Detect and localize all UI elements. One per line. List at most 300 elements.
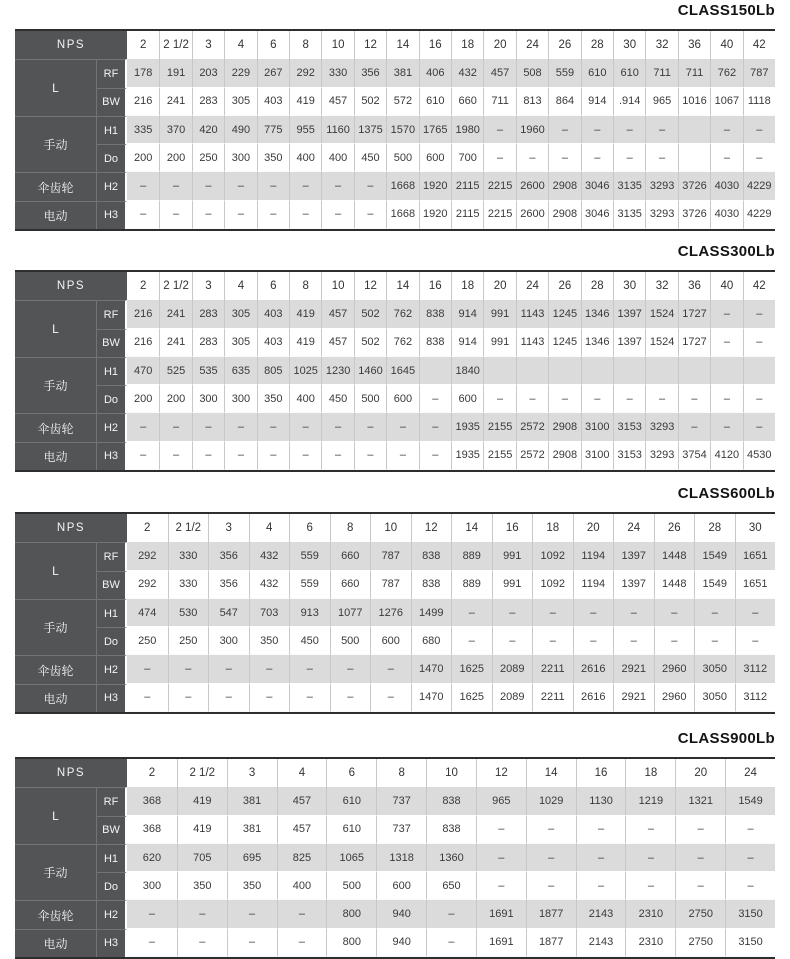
table-cell: 1549 <box>694 571 735 599</box>
table-cell: 457 <box>321 329 353 357</box>
table-cell: 711 <box>483 88 515 116</box>
table-cell: 216 <box>127 329 159 357</box>
table-cell: 470 <box>127 357 159 385</box>
table-cell: – <box>675 816 725 844</box>
table-cell: 711 <box>645 59 677 87</box>
table-cell: – <box>725 872 775 900</box>
table-cell: – <box>208 684 249 712</box>
table-cell: – <box>451 627 492 655</box>
table-cell: 400 <box>289 144 321 172</box>
table-cell: – <box>289 172 321 200</box>
table-cell: 4030 <box>710 201 742 229</box>
nps-corner-label: NPS <box>15 759 127 787</box>
nps-column-header: 2 1/2 <box>159 272 191 300</box>
table-cell: 283 <box>192 300 224 328</box>
table-cell: 241 <box>159 329 191 357</box>
table-cell: 283 <box>192 329 224 357</box>
class300lb-table <box>15 270 775 472</box>
table-cell: 535 <box>192 357 224 385</box>
table-cell: 2960 <box>654 655 695 683</box>
table-cell: 825 <box>277 844 327 872</box>
table-cell: – <box>354 413 386 441</box>
table-cell: 350 <box>249 627 290 655</box>
table-cell: – <box>654 627 695 655</box>
table-cell: – <box>625 844 675 872</box>
table-cell: – <box>159 442 191 470</box>
table-cell: 1499 <box>411 599 452 627</box>
row-sub-label: H3 <box>97 929 127 957</box>
class300lb-section <box>15 242 775 472</box>
class900lb-section <box>15 729 775 959</box>
table-cell: 965 <box>645 88 677 116</box>
table-cell: 787 <box>370 542 411 570</box>
row-sub-label: H2 <box>97 413 127 441</box>
table-cell: 200 <box>159 144 191 172</box>
table-cell: – <box>710 385 742 413</box>
table-cell: – <box>516 144 548 172</box>
row-group-label: 电动 <box>15 201 97 229</box>
table-title: CLASS150Lb <box>677 2 775 19</box>
row-group-label: 手动 <box>15 357 97 414</box>
table-cell: 283 <box>192 88 224 116</box>
nps-column-header: 18 <box>625 759 675 787</box>
table-cell: 432 <box>249 542 290 570</box>
table-cell: – <box>613 385 645 413</box>
table-cell: 889 <box>451 542 492 570</box>
nps-column-header: 16 <box>419 31 451 59</box>
table-cell: 1651 <box>735 542 776 570</box>
table-cell: – <box>289 442 321 470</box>
table-cell: 1448 <box>654 571 695 599</box>
table-cell: – <box>576 872 626 900</box>
table-cell: 381 <box>386 59 418 87</box>
table-cell: 2600 <box>516 201 548 229</box>
table-cell <box>645 357 677 385</box>
table-cell: – <box>289 413 321 441</box>
nps-column-header: 2 1/2 <box>177 759 227 787</box>
table-cell: 330 <box>321 59 353 87</box>
table-cell: 3100 <box>581 413 613 441</box>
table-cell: – <box>289 684 330 712</box>
table-cell: 300 <box>224 385 256 413</box>
table-cell: 419 <box>289 300 321 328</box>
table-cell: 419 <box>289 88 321 116</box>
table-cell: 419 <box>177 816 227 844</box>
nps-column-header: 20 <box>573 514 614 542</box>
table-cell: – <box>208 655 249 683</box>
table-cell: – <box>710 413 742 441</box>
table-cell: 500 <box>354 385 386 413</box>
table-cell: – <box>710 144 742 172</box>
table-cell: – <box>127 172 159 200</box>
table-cell: 1524 <box>645 329 677 357</box>
table-cell: 3150 <box>725 929 775 957</box>
nps-column-header: 8 <box>289 31 321 59</box>
table-cell: 406 <box>419 59 451 87</box>
table-cell: – <box>386 413 418 441</box>
table-cell: – <box>321 442 353 470</box>
table-cell: 3293 <box>645 172 677 200</box>
table-cell: 3112 <box>735 684 776 712</box>
nps-column-header: 42 <box>743 272 775 300</box>
table-cell: 1219 <box>625 787 675 815</box>
table-cell: 292 <box>289 59 321 87</box>
table-cell: 2115 <box>451 172 483 200</box>
nps-column-header: 8 <box>289 272 321 300</box>
table-cell: 2089 <box>492 684 533 712</box>
nps-column-header: 10 <box>321 272 353 300</box>
table-cell: 267 <box>257 59 289 87</box>
table-cell: – <box>725 844 775 872</box>
nps-column-header: 30 <box>613 31 645 59</box>
table-cell: 600 <box>419 144 451 172</box>
table-cell: 1025 <box>289 357 321 385</box>
table-cell: – <box>426 929 476 957</box>
table-cell: – <box>289 655 330 683</box>
nps-column-header: 24 <box>725 759 775 787</box>
nps-column-header: 2 <box>148 767 156 780</box>
table-cell: 1245 <box>548 300 580 328</box>
row-group-label: L <box>15 542 97 599</box>
table-cell: 300 <box>224 144 256 172</box>
table-cell: – <box>581 116 613 144</box>
nps-column-header: 14 <box>526 759 576 787</box>
table-cell: – <box>370 684 411 712</box>
nps-column-header: 3 <box>208 514 249 542</box>
table-cell: 1935 <box>451 413 483 441</box>
table-cell: 1077 <box>330 599 371 627</box>
nps-column-header: 12 <box>476 759 526 787</box>
row-sub-label: Do <box>97 627 127 655</box>
table-cell: 711 <box>678 59 710 87</box>
table-cell: 300 <box>208 627 249 655</box>
row-group-label: 手动 <box>15 599 97 656</box>
table-cell: – <box>678 413 710 441</box>
table-cell: 1397 <box>613 300 645 328</box>
table-cell: 457 <box>277 816 327 844</box>
table-cell: – <box>694 627 735 655</box>
nps-column-header: 6 <box>257 31 289 59</box>
table-cell: 1029 <box>526 787 576 815</box>
row-sub-label: BW <box>97 816 127 844</box>
table-cell: 1524 <box>645 300 677 328</box>
table-cell: 1668 <box>386 172 418 200</box>
table-cell: – <box>177 900 227 928</box>
table-cell: 3135 <box>613 201 645 229</box>
table-cell: 1935 <box>451 442 483 470</box>
table-cell: – <box>257 413 289 441</box>
table-cell: – <box>625 816 675 844</box>
row-sub-label: Do <box>97 385 127 413</box>
table-cell: – <box>483 116 515 144</box>
nps-column-header: 24 <box>516 31 548 59</box>
table-cell: – <box>192 172 224 200</box>
table-cell: 490 <box>224 116 256 144</box>
table-cell: 368 <box>127 787 177 815</box>
class600lb-table <box>15 512 775 714</box>
nps-column-header: 36 <box>678 272 710 300</box>
table-cell: 1691 <box>476 929 526 957</box>
table-cell: 889 <box>451 571 492 599</box>
table-cell: 216 <box>127 300 159 328</box>
table-cell: 350 <box>177 872 227 900</box>
table-cell: 1460 <box>354 357 386 385</box>
table-cell: – <box>227 900 277 928</box>
nps-column-header: 2 1/2 <box>159 31 191 59</box>
nps-column-header: 14 <box>451 514 492 542</box>
table-cell: – <box>483 144 515 172</box>
nps-column-header: 3 <box>192 31 224 59</box>
table-cell: – <box>710 116 742 144</box>
table-cell: – <box>743 116 775 144</box>
table-cell: 450 <box>289 627 330 655</box>
row-sub-label: H1 <box>97 599 127 627</box>
nps-column-header: 2 1/2 <box>168 514 209 542</box>
table-cell: – <box>476 872 526 900</box>
table-cell: – <box>419 442 451 470</box>
table-cell: – <box>613 116 645 144</box>
table-cell: – <box>159 201 191 229</box>
table-cell: 3726 <box>678 201 710 229</box>
table-cell: 2908 <box>548 201 580 229</box>
table-cell: 381 <box>227 787 277 815</box>
table-cell: 914 <box>581 88 613 116</box>
table-cell: 500 <box>386 144 418 172</box>
table-cell: 940 <box>376 900 426 928</box>
table-cell: 1570 <box>386 116 418 144</box>
table-cell: – <box>168 684 209 712</box>
table-cell: 502 <box>354 329 386 357</box>
row-sub-label: BW <box>97 571 127 599</box>
nps-column-header: 4 <box>277 759 327 787</box>
table-cell: 1160 <box>321 116 353 144</box>
table-cell: 216 <box>127 88 159 116</box>
table-cell: 635 <box>224 357 256 385</box>
table-cell: – <box>192 201 224 229</box>
table-cell: 500 <box>330 627 371 655</box>
nps-column-header: 2 <box>144 522 151 535</box>
row-sub-label: H1 <box>97 357 127 385</box>
table-cell: 864 <box>548 88 580 116</box>
nps-column-header: 12 <box>354 272 386 300</box>
nps-column-header: 30 <box>735 514 776 542</box>
table-cell: 1877 <box>526 900 576 928</box>
table-cell: 1346 <box>581 300 613 328</box>
table-cell: 940 <box>376 929 426 957</box>
nps-column-header: 4 <box>249 514 290 542</box>
table-cell: 572 <box>386 88 418 116</box>
nps-column-header: 6 <box>289 514 330 542</box>
table-cell: 1067 <box>710 88 742 116</box>
nps-column-header: 10 <box>426 759 476 787</box>
nps-column-header: 8 <box>330 514 371 542</box>
table-cell: – <box>127 655 168 683</box>
table-cell: 838 <box>419 329 451 357</box>
table-cell: 356 <box>208 542 249 570</box>
table-cell: – <box>532 627 573 655</box>
table-cell: – <box>645 116 677 144</box>
table-cell: 1651 <box>735 571 776 599</box>
table-cell: 3754 <box>678 442 710 470</box>
table-cell: 2143 <box>576 929 626 957</box>
table-cell: 705 <box>177 844 227 872</box>
nps-column-header: 32 <box>645 272 677 300</box>
table-cell: 1877 <box>526 929 576 957</box>
row-sub-label: RF <box>97 787 127 815</box>
table-cell: 2211 <box>532 655 573 683</box>
table-cell: – <box>224 413 256 441</box>
table-cell: 305 <box>224 300 256 328</box>
table-cell: 762 <box>710 59 742 87</box>
table-cell: 1276 <box>370 599 411 627</box>
table-cell: – <box>127 900 177 928</box>
table-cell: 2310 <box>625 900 675 928</box>
table-cell: 610 <box>581 59 613 87</box>
table-cell: – <box>330 655 371 683</box>
table-cell <box>516 357 548 385</box>
nps-column-header: 2 <box>139 39 147 52</box>
table-cell: 1397 <box>613 329 645 357</box>
table-cell: – <box>224 201 256 229</box>
table-cell: 610 <box>419 88 451 116</box>
table-cell: 1397 <box>613 571 654 599</box>
nps-column-header: 26 <box>548 272 580 300</box>
table-cell: – <box>127 684 168 712</box>
table-cell: – <box>654 599 695 627</box>
table-cell: 400 <box>289 385 321 413</box>
table-cell: 913 <box>289 599 330 627</box>
table-cell: – <box>710 300 742 328</box>
table-cell: 419 <box>289 329 321 357</box>
table-cell: – <box>257 201 289 229</box>
table-cell: 1668 <box>386 201 418 229</box>
table-cell: 400 <box>321 144 353 172</box>
table-cell: 474 <box>127 599 168 627</box>
table-cell: 838 <box>426 787 476 815</box>
table-cell: 229 <box>224 59 256 87</box>
table-cell: 650 <box>426 872 476 900</box>
table-cell: – <box>127 201 159 229</box>
table-cell: 200 <box>127 385 159 413</box>
table-cell: – <box>330 684 371 712</box>
nps-column-header: 40 <box>710 272 742 300</box>
table-cell: – <box>743 144 775 172</box>
table-cell: 330 <box>168 571 209 599</box>
table-cell: 2215 <box>483 172 515 200</box>
table-cell: 800 <box>326 929 376 957</box>
nps-corner-label: NPS <box>15 272 127 300</box>
nps-column-header: 10 <box>370 514 411 542</box>
table-cell: – <box>483 385 515 413</box>
table-cell: 250 <box>168 627 209 655</box>
nps-column-header: 28 <box>581 272 613 300</box>
nps-column-header: 20 <box>675 759 725 787</box>
table-cell: 2143 <box>576 900 626 928</box>
table-cell: 965 <box>476 787 526 815</box>
table-cell: – <box>532 599 573 627</box>
class150lb-table <box>15 29 775 231</box>
table-cell: – <box>625 872 675 900</box>
table-cell <box>678 116 710 144</box>
table-cell: 1143 <box>516 300 548 328</box>
class600lb-section <box>15 484 775 714</box>
nps-column-header: 2 <box>139 280 147 293</box>
table-cell <box>678 144 710 172</box>
table-cell: – <box>548 144 580 172</box>
row-group-label: 伞齿轮 <box>15 900 97 928</box>
table-cell: 1960 <box>516 116 548 144</box>
table-cell: 3046 <box>581 172 613 200</box>
table-cell: 620 <box>127 844 177 872</box>
table-cell: – <box>321 201 353 229</box>
table-cell: – <box>354 172 386 200</box>
nps-column-header: 18 <box>451 31 483 59</box>
table-cell: 2616 <box>573 655 614 683</box>
table-cell: 502 <box>354 300 386 328</box>
table-cell: 2155 <box>483 413 515 441</box>
table-cell: 1245 <box>548 329 580 357</box>
table-cell: 600 <box>370 627 411 655</box>
table-cell: 914 <box>451 329 483 357</box>
table-cell: – <box>645 144 677 172</box>
table-cell: 356 <box>354 59 386 87</box>
table-cell: 525 <box>159 357 191 385</box>
nps-column-header: 6 <box>326 759 376 787</box>
row-sub-label: Do <box>97 872 127 900</box>
table-cell: – <box>576 816 626 844</box>
table-cell: – <box>710 329 742 357</box>
table-cell: – <box>419 413 451 441</box>
class150lb-section <box>15 1 775 231</box>
table-cell: 2908 <box>548 413 580 441</box>
table-cell: 1549 <box>725 787 775 815</box>
table-cell: 737 <box>376 816 426 844</box>
table-cell: 450 <box>321 385 353 413</box>
row-group-label: L <box>15 787 97 844</box>
nps-column-header: 14 <box>386 31 418 59</box>
table-cell: 610 <box>326 787 376 815</box>
table-cell: – <box>127 929 177 957</box>
table-cell: 1625 <box>451 655 492 683</box>
row-group-label: 电动 <box>15 929 97 957</box>
table-cell: 660 <box>330 571 371 599</box>
table-cell: 1318 <box>376 844 426 872</box>
table-cell: – <box>386 442 418 470</box>
table-cell: 600 <box>451 385 483 413</box>
table-cell: 1397 <box>613 542 654 570</box>
table-cell: 3153 <box>613 413 645 441</box>
row-group-label: 伞齿轮 <box>15 413 97 441</box>
table-cell: 2215 <box>483 201 515 229</box>
table-cell: – <box>645 385 677 413</box>
table-cell: 3150 <box>725 900 775 928</box>
row-sub-label: H3 <box>97 201 127 229</box>
nps-column-header: 26 <box>548 31 580 59</box>
nps-corner-label: NPS <box>15 31 127 59</box>
table-cell: – <box>516 385 548 413</box>
row-sub-label: H3 <box>97 684 127 712</box>
table-cell: 838 <box>411 542 452 570</box>
table-cell: 2572 <box>516 442 548 470</box>
row-group-label: 伞齿轮 <box>15 655 97 683</box>
table-cell: 700 <box>451 144 483 172</box>
table-cell: 2908 <box>548 442 580 470</box>
table-cell: 787 <box>370 571 411 599</box>
table-title: CLASS300Lb <box>677 243 775 260</box>
nps-column-header: 3 <box>227 759 277 787</box>
table-cell: – <box>743 300 775 328</box>
table-cell: 1230 <box>321 357 353 385</box>
